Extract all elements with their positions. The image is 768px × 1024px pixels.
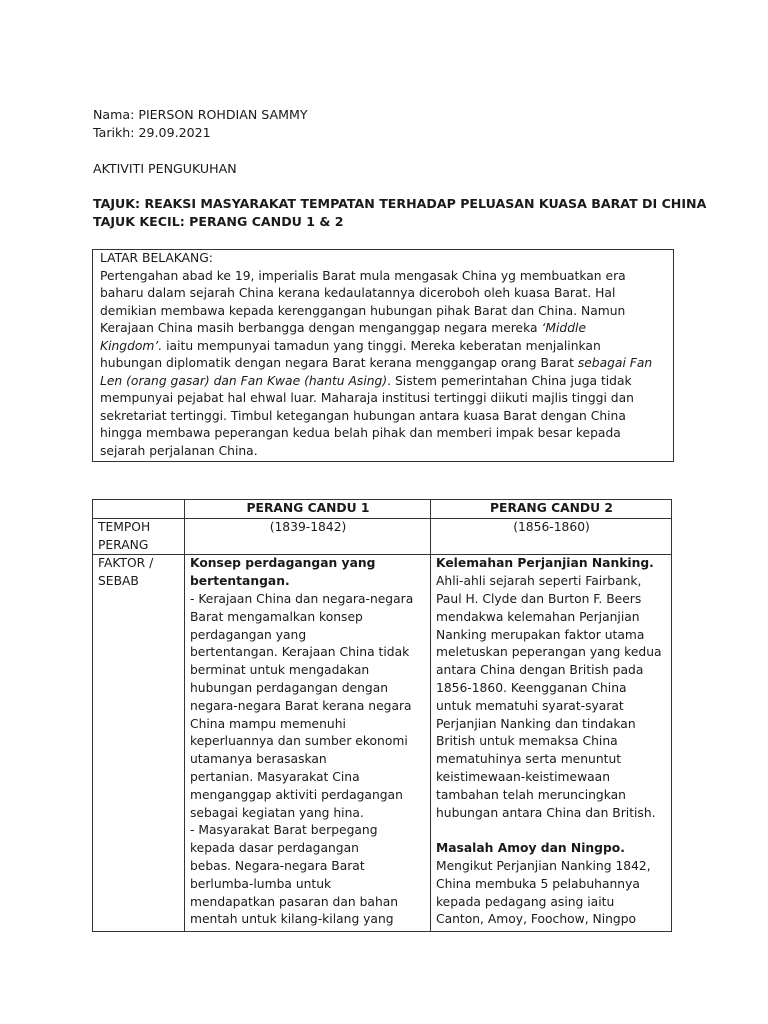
row-label-tempoh: [93, 518, 185, 555]
cell-line: berlumba-lumba untuk: [190, 876, 332, 891]
cell-line: hubungan perdagangan dengan: [190, 680, 389, 695]
header-perang-candu-2: PERANG CANDU 2: [431, 500, 672, 519]
background-line: sejarah perjalanan China.: [100, 443, 258, 458]
cell-line: sebagai kegiatan yang hina.: [190, 805, 364, 820]
cell-line: antara China dengan British pada: [436, 663, 644, 678]
cell-line: 1856-1860. Keengganan China: [436, 680, 627, 695]
background-text: hubungan diplomatik dengan negara Barat kerana menggangap orang Barat: [100, 356, 578, 370]
cell-line: Kelemahan Perjanjian Nanking.: [436, 556, 654, 571]
student-name: Nama: PIERSON ROHDIAN SAMMY: [93, 107, 308, 122]
cell-line: Paul H. Clyde dan Burton F. Beers: [436, 591, 642, 606]
background-line: baharu dalam sejarah China kerana kedaulatannya diceroboh oleh kuasa Barat. Hal: [100, 286, 616, 300]
cell-line: [436, 822, 667, 840]
background-line: Pertengahan abad ke 19, imperialis Barat mula mengasak China yg membuatkan era: [100, 268, 626, 283]
row-label-line: SEBAB: [98, 574, 139, 589]
subtopic-title: TAJUK KECIL: PERANG CANDU 1 & 2: [93, 214, 344, 229]
cell-line: pertanian. Masyarakat Cina: [190, 769, 360, 784]
background-line: demikian membawa kepada kerenggangan hubungan pihak Barat dan China. Namun: [100, 303, 626, 318]
background-italic-text: sebagai Fan: [577, 356, 653, 370]
cell-line: keistimewaan-keistimewaan: [436, 769, 610, 784]
row-label-line: FAKTOR /: [98, 556, 154, 571]
background-line: [100, 355, 667, 373]
faktor-candu-2: [431, 555, 672, 932]
cell-line: bebas. Negara-negara Barat: [190, 858, 365, 873]
table-row-tempoh: [93, 518, 672, 555]
cell-line: bertentangan.: [190, 574, 290, 589]
background-italic-text: Kingdom’.: [100, 338, 163, 353]
cell-line: menganggap aktiviti perdagangan: [190, 787, 403, 802]
background-line: mempunyai pejabat hal ehwal luar. Maharaja institusi tertinggi diikuti majlis tinggi dan: [100, 391, 634, 405]
cell-line: utamanya berasaskan: [190, 752, 327, 767]
row-label-line: PERANG: [98, 537, 149, 552]
cell-line: tambahan telah meruncingkan: [436, 787, 626, 802]
cell-line: Konsep perdagangan yang: [190, 556, 376, 571]
cell-line: mendapatkan pasaran dan bahan: [190, 894, 399, 909]
cell-line: berminat untuk mengadakan: [190, 663, 370, 678]
background-text: Kerajaan China masih berbangga dengan menganggap negara mereka: [100, 321, 542, 335]
cell-line: perdagangan yang: [190, 627, 307, 642]
cell-line: mentah untuk kilang-kilang yang: [190, 912, 394, 927]
cell-line: Ahli-ahli sejarah seperti Fairbank,: [436, 574, 642, 589]
faktor-candu-1: [185, 555, 431, 932]
cell-line: untuk mematuhi syarat-syarat: [436, 698, 624, 713]
background-text: iaitu mempunyai tamadun yang tinggi. Mereka keberatan menjalinkan: [162, 338, 601, 353]
cell-line: mematuhinya serta menuntut: [436, 752, 622, 767]
header-perang-candu-1: PERANG CANDU 1: [185, 500, 431, 519]
cell-line: Nanking merupakan faktor utama: [436, 627, 645, 642]
cell-line: keperluannya dan sumber ekonomi: [190, 734, 408, 749]
background-italic-text: ‘Middle: [541, 321, 587, 335]
cell-line: kepada pedagang asing iaitu: [436, 894, 615, 909]
row-label-line: TEMPOH: [98, 519, 151, 534]
comparison-table: [92, 499, 672, 932]
cell-line: hubungan antara China dan British.: [436, 805, 656, 820]
table-header-row: [93, 500, 672, 519]
cell-line: negara-negara Barat kerana negara: [190, 698, 412, 713]
background-line: [100, 338, 667, 356]
cell-line: China mampu memenuhi: [190, 716, 346, 731]
cell-line: Perjanjian Nanking dan tindakan: [436, 716, 636, 731]
cell-line: Barat mengamalkan konsep: [190, 609, 363, 624]
background-line: sekretariat tertinggi. Timbul ketegangan hubungan antara kuasa Barat dengan China: [100, 408, 626, 423]
background-italic-text: Len (orang gasar) dan Fan Kwae (hantu Asing): [100, 373, 388, 388]
background-line: [100, 320, 667, 338]
cell-line: British untuk memaksa China: [436, 734, 618, 749]
tempoh-candu-2: (1856-1860): [431, 518, 672, 555]
cell-line: mendakwa kelemahan Perjanjian: [436, 609, 640, 624]
cell-line: meletuskan peperangan yang kedua: [436, 645, 662, 660]
background-box: [92, 249, 674, 462]
cell-line: - Masyarakat Barat berpegang: [190, 823, 378, 838]
row-label-faktor: [93, 555, 185, 932]
cell-line: China membuka 5 pelabuhannya: [436, 876, 640, 891]
cell-line: Masalah Amoy dan Ningpo.: [436, 841, 625, 856]
background-line: [100, 373, 667, 391]
background-text: . Sistem pemerintahan China juga tidak: [387, 373, 632, 388]
cell-line: Mengikut Perjanjian Nanking 1842,: [436, 858, 651, 873]
table-corner-cell: [93, 500, 185, 519]
topic-title: TAJUK: REAKSI MASYARAKAT TEMPATAN TERHADAP PELUASAN KUASA BARAT DI CHINA: [93, 196, 707, 211]
date: Tarikh: 29.09.2021: [93, 125, 211, 140]
background-line: hingga membawa peperangan kedua belah pihak dan memberi impak besar kepada: [100, 426, 621, 440]
table-row-faktor: [93, 555, 672, 932]
cell-line: kepada dasar perdagangan: [190, 841, 359, 856]
cell-line: Canton, Amoy, Foochow, Ningpo: [436, 912, 637, 927]
activity-title: AKTIVITI PENGUKUHAN: [93, 161, 237, 176]
cell-line: - Kerajaan China dan negara-negara: [190, 591, 414, 606]
cell-line: bertentangan. Kerajaan China tidak: [190, 645, 410, 660]
tempoh-candu-1: (1839-1842): [185, 518, 431, 555]
background-heading: LATAR BELAKANG:: [100, 251, 213, 265]
